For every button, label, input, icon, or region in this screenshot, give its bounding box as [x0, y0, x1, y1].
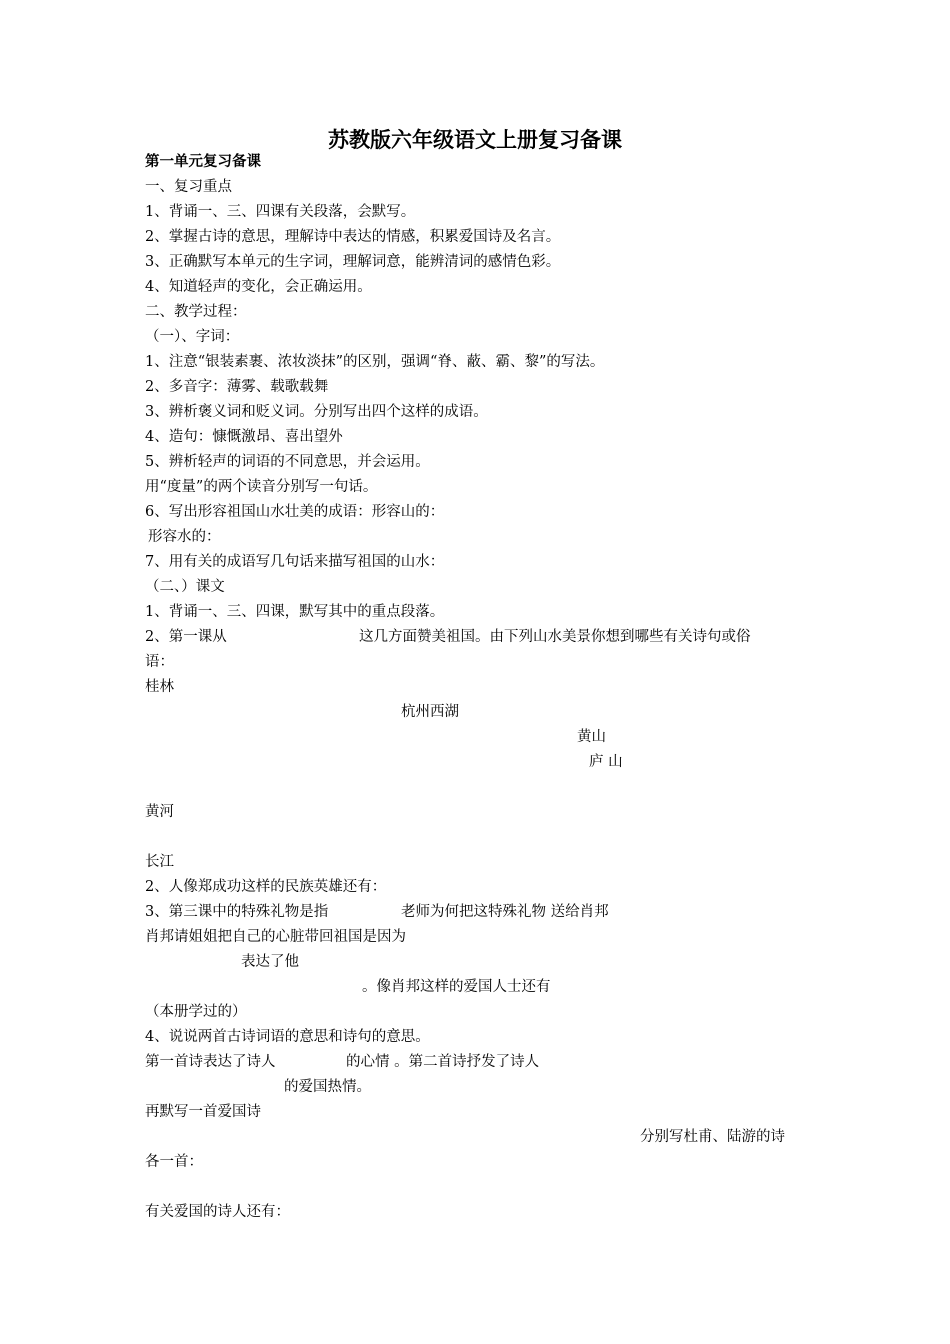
- text-line: 2、第一课从: [145, 629, 227, 645]
- scenery-label: 黄河: [145, 804, 174, 820]
- text-line: 一、复习重点: [145, 179, 232, 195]
- text-line: 。像肖邦这样的爱国人士还有: [362, 979, 551, 995]
- text-line: 肖邦请姐姐把自己的心脏带回祖国是因为: [145, 929, 406, 945]
- text-line: 第一首诗表达了诗人: [145, 1054, 276, 1070]
- scenery-label: 庐 山: [589, 754, 623, 770]
- scenery-label: 桂林: [145, 679, 174, 695]
- scenery-label: 杭州西湖: [401, 704, 459, 720]
- text-line: 用“度量”的两个读音分别写一句话。: [145, 479, 378, 495]
- text-line: 4、知道轻声的变化，会正确运用。: [145, 279, 372, 295]
- text-line: 2、人像郑成功这样的民族英雄还有：: [145, 879, 387, 895]
- text-line: 语：: [145, 654, 174, 670]
- text-line: 二、教学过程：: [145, 304, 247, 320]
- text-line: 6、写出形容祖国山水壮美的成语：形容山的：: [145, 504, 445, 520]
- text-line: 形容水的：: [148, 529, 221, 545]
- text-line: （本册学过的）: [145, 1004, 247, 1020]
- document-title: 苏教版六年级语文上册复习备课: [328, 127, 622, 152]
- text-line: 5、辨析轻声的词语的不同意思，并会运用。: [145, 454, 430, 470]
- scenery-label: 长江: [145, 854, 174, 870]
- text-line: 2、多音字：薄雾、载歌载舞: [145, 379, 329, 395]
- text-line: 2、掌握古诗的意思，理解诗中表达的情感，积累爱国诗及名言。: [145, 229, 561, 245]
- text-line: 4、说说两首古诗词语的意思和诗句的意思。: [145, 1029, 430, 1045]
- text-line: （二、）课文: [145, 579, 225, 595]
- text-line: 各一首：: [145, 1154, 203, 1170]
- unit-heading: 第一单元复习备课: [145, 153, 261, 170]
- text-line: 再默写一首爱国诗: [145, 1104, 261, 1120]
- text-line: 1、背诵一、三、四课有关段落，会默写。: [145, 204, 416, 220]
- text-line: 有关爱国的诗人还有：: [145, 1204, 290, 1220]
- text-line: 1、背诵一、三、四课，默写其中的重点段落。: [145, 604, 445, 620]
- text-line: 表达了他: [241, 954, 299, 970]
- text-line: 3、辨析褒义词和贬义词。分别写出四个这样的成语。: [145, 404, 488, 420]
- text-line: 7、用有关的成语写几句话来描写祖国的山水：: [145, 554, 445, 570]
- text-line: （一）、字词：: [145, 329, 240, 345]
- text-line: 这几方面赞美祖国。由下列山水美景你想到哪些有关诗句或俗: [359, 629, 751, 645]
- text-line: 的爱国热情。: [284, 1079, 371, 1095]
- text-line: 老师为何把这特殊礼物 送给肖邦: [401, 904, 609, 920]
- text-line: 的心情 。第二首诗抒发了诗人: [346, 1054, 540, 1070]
- text-line: 4、造句：慷慨激昂、喜出望外: [145, 429, 343, 445]
- text-line: 3、正确默写本单元的生字词，理解词意，能辨清词的感情色彩。: [145, 254, 561, 270]
- text-line: 3、第三课中的特殊礼物是指: [145, 904, 329, 920]
- text-line: 分别写杜甫、陆游的诗: [640, 1129, 785, 1145]
- scenery-label: 黄山: [577, 729, 606, 745]
- text-line: 1、注意“银装素裹、浓妆淡抹”的区别，强调“脊、蔽、霸、黎”的写法。: [145, 354, 605, 370]
